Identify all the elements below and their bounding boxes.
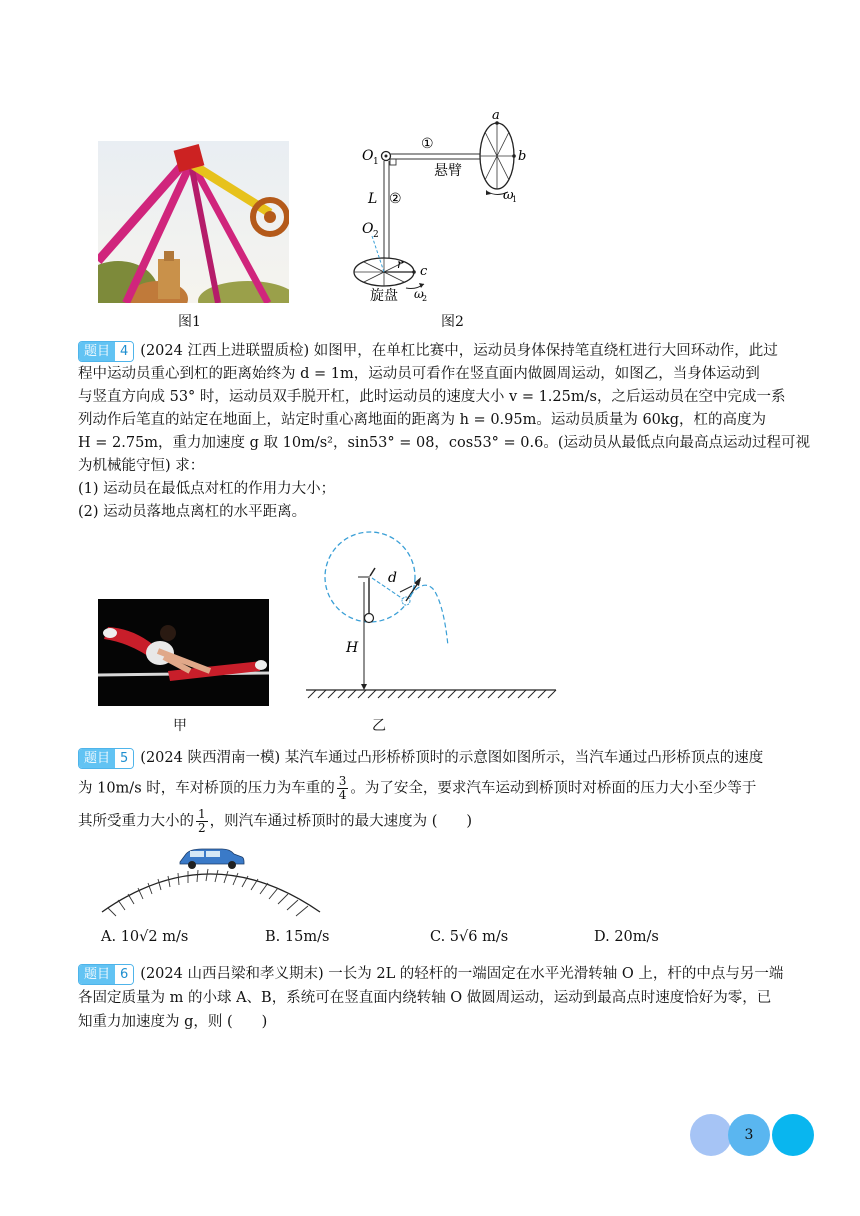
question-4-line-2: 程中运动员重心到杠的距离始终为 d = 1m，运动员可看作在竖直面内做圆周运动，如图乙，当身体运动到 <box>78 366 760 382</box>
label-O2: O <box>362 221 374 237</box>
question-6-line-1: 题目 6 (2024 山西吕梁和孝义期末) 一长为 2L 的轻杆的一端固定在水平光滑转轴 O 上，杆的中点与另一端 <box>78 962 798 986</box>
option-b: B. 15m/s <box>265 929 330 945</box>
label-a: a <box>492 108 500 123</box>
figure-jia-caption: 甲 <box>173 718 187 734</box>
fraction-one-half: $\frac{1}{2}$ <box>198 807 206 835</box>
label-arm: 悬臂 <box>434 163 462 179</box>
label-r: r <box>397 257 403 271</box>
label-c: c <box>420 264 428 279</box>
question-5-tag: 题目 5 <box>78 748 134 769</box>
car-icon <box>180 849 244 869</box>
figure-yi-diagram <box>300 528 560 708</box>
page-number: 3 <box>744 1127 754 1143</box>
figure2-caption: 图2 <box>441 314 464 330</box>
question-4-line-1: 题目 4 (2024 江西上进联盟质检) 如图甲，在单杠比赛中，运动员身体保持笔直绕杠进行大回环动作，此过 <box>78 340 798 363</box>
label-omega2: ω <box>414 287 424 301</box>
question-4-sub-1: (1) 运动员在最低点对杠的作用力大小； <box>78 481 336 497</box>
gymnast-photo <box>98 599 269 706</box>
fraction-three-quarters: $\frac{3}{4}$ <box>338 774 347 802</box>
figure-yi-caption: 乙 <box>372 718 386 734</box>
svg-text:1: 1 <box>512 195 518 204</box>
label-d: d <box>388 570 397 586</box>
question-4-line-5: H = 2.75m，重力加速度 g 取 10m/s²，sin53° = 08，cos53° = 0.6。(运动员从最低点向最高点运动过程可视 <box>78 435 811 451</box>
question-5-line-3: 其所受重力大小的 $\frac{1}{2}$ ，则汽车通过桥顶时的最大速度为 ( ) <box>78 807 473 835</box>
question-4-tag: 题目 4 <box>78 341 134 362</box>
page-number-badge <box>728 1114 770 1156</box>
question-6 <box>78 962 798 1034</box>
question-4-line-6: 为机械能守恒) 求： <box>78 458 205 474</box>
question-4-sub-2: (2) 运动员落地点离杠的水平距离。 <box>78 504 307 520</box>
amusement-ride-photo <box>98 141 289 303</box>
question-5-line-2: 为 10m/s 时，车对桥顶的压力为车重的 $\frac{3}{4}$ 。为了安全，要求汽车运动到桥顶时对桥面的压力大小至少等于 <box>78 774 757 802</box>
svg-text:1: 1 <box>373 157 379 167</box>
label-O1: O <box>362 148 374 164</box>
option-a: A. 10√2 m/s <box>101 929 189 945</box>
figure2-diagram <box>350 104 540 304</box>
label-omega1: ω <box>503 188 514 203</box>
page-circle-left <box>690 1114 732 1156</box>
label-H: H <box>346 640 359 656</box>
question-4-line-3: 与竖直方向成 53° 时，运动员双手脱开杠，此时运动员的速度大小 v = 1.25m/s，之后运动员在空中完成一系 <box>78 389 786 405</box>
question-4 <box>78 340 811 524</box>
question-5-line-1: 题目 5 (2024 陕西渭南一模) 某汽车通过凸形桥桥顶时的示意图如图所示，当汽车通过凸形桥顶点的速度 <box>78 745 798 771</box>
label-b: b <box>518 149 527 164</box>
label-circle2: ② <box>389 191 402 207</box>
convex-bridge-diagram <box>98 842 328 918</box>
question-6-line-2: 各固定质量为 m 的小球 A、B，系统可在竖直面内绕转轴 O 做圆周运动，运动到最高点时速度恰好为零，已 <box>78 990 772 1006</box>
svg-text:2: 2 <box>373 230 379 240</box>
label-L: L <box>368 191 378 207</box>
question-5 <box>78 745 798 835</box>
page-circle-right <box>772 1114 814 1156</box>
option-c: C. 5√6 m/s <box>430 929 509 945</box>
question-6-line-3: 知重力加速度为 g，则 ( ) <box>78 1014 268 1030</box>
option-d: D. 20m/s <box>594 929 659 945</box>
label-disk: 旋盘 <box>370 288 398 304</box>
figure1-caption: 图1 <box>178 314 201 330</box>
question-6-tag: 题目 6 <box>78 964 134 985</box>
svg-text:2: 2 <box>422 294 428 303</box>
label-circle1: ① <box>421 136 434 152</box>
question-4-line-4: 列动作后笔直的站定在地面上，站定时重心离地面的距离为 h = 0.95m。运动员质量为 60kg，杠的高度为 <box>78 412 766 428</box>
